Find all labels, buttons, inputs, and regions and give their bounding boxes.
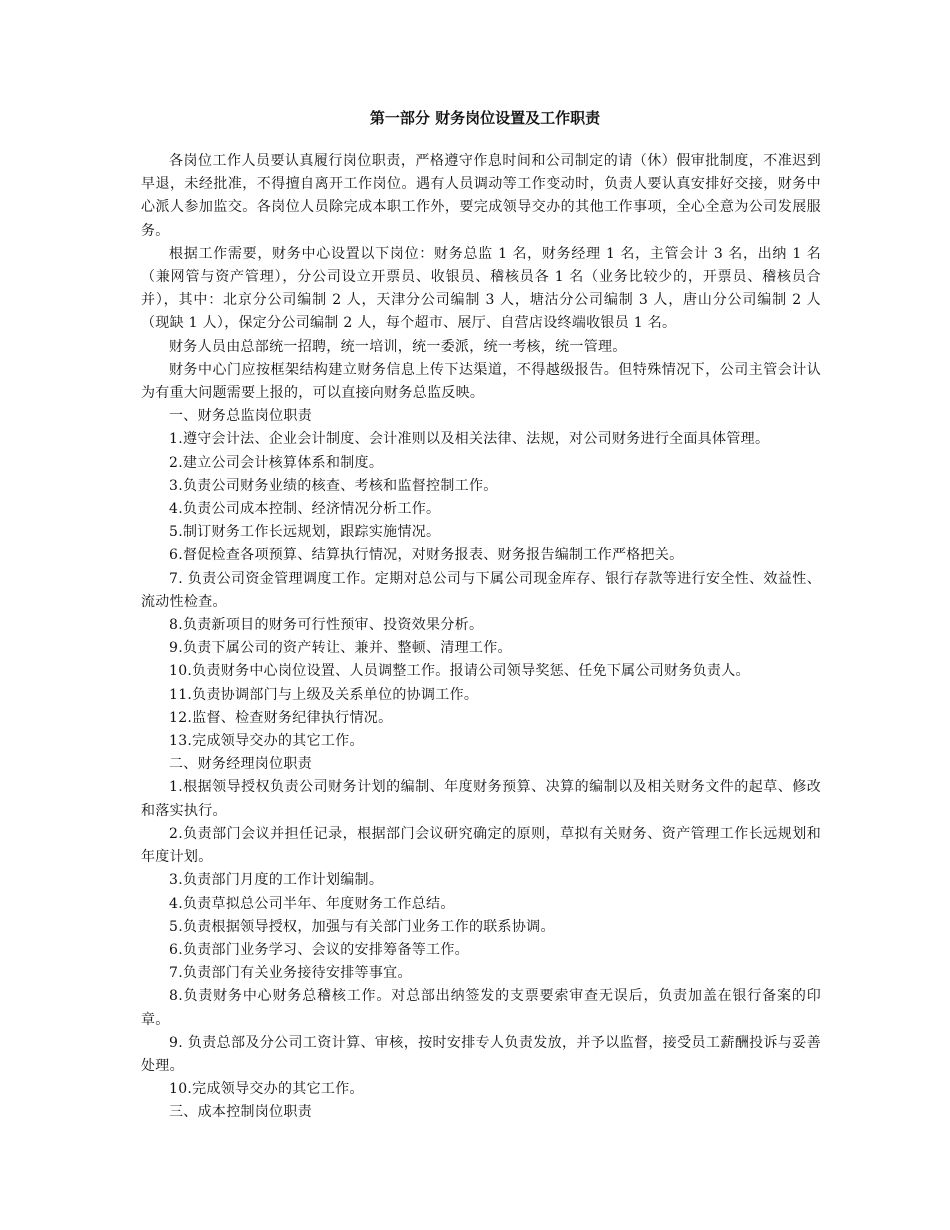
section-heading: 一、财务总监岗位职责 — [169, 408, 312, 425]
list-item: 5.制订财务工作长远规划，跟踪实施情况。 — [169, 524, 441, 541]
list-item: 6.督促检查各项预算、结算执行情况，对财务报表、财务报告编制工作严格把关。 — [169, 547, 684, 564]
document-body — [141, 150, 821, 1125]
document-page — [141, 108, 821, 1125]
list-item: 2.建立公司会计核算体系和制度。 — [169, 454, 384, 471]
list-item: 12.监督、检查财务纪律执行情况。 — [169, 709, 393, 726]
list-item: 6.负责部门业务学习、会议的安排筹备等工作。 — [169, 941, 469, 958]
list-item: 10.完成领导交办的其它工作。 — [169, 1081, 364, 1098]
list-item: 7. 负责公司资金管理调度工作。定期对总公司与下属公司现金库存、银行存款等进行安全性、效益性、流动性检查。 — [141, 570, 821, 610]
list-item: 9.负责下属公司的资产转让、兼并、整顿、清理工作。 — [169, 640, 512, 657]
document-title: 第一部分 财务岗位设置及工作职责 — [369, 109, 601, 127]
paragraph: 根据工作需要，财务中心设置以下岗位：财务总监 1 名，财务经理 1 名，主管会计 3 名，出纳 1 名（兼网管与资产管理），分公司设立开票员、收银员、稽核员各 1 名（业务比较少的，开票员、稽核员合并），其中：北京分公司编制 2 人，天津分公司编制 3 人，塘沽分公司编制 3 人，唐山分公司编制 2 人（现缺 1 人），保定分公司编制 2 人，每个超市、展厅、自营店设终端收银员 1 名。 — [141, 245, 821, 332]
list-item: 8.负责新项目的财务可行性预审、投资效果分析。 — [169, 617, 484, 634]
list-item: 5.负责根据领导授权，加强与有关部门业务工作的联系协调。 — [169, 918, 555, 935]
list-item: 1.遵守会计法、企业会计制度、会计准则以及相关法律、法规，对公司财务进行全面具体管理。 — [169, 431, 770, 448]
list-item: 8.负责财务中心财务总稽核工作。对总部出纳签发的支票要索审查无误后，负责加盖在银行备案的印章。 — [141, 988, 821, 1028]
list-item: 4.负责草拟总公司半年、年度财务工作总结。 — [169, 895, 455, 912]
list-item: 3.负责公司财务业绩的核查、考核和监督控制工作。 — [169, 477, 498, 494]
list-item: 7.负责部门有关业务接待安排等事宜。 — [169, 965, 412, 982]
section-heading: 三、成本控制岗位职责 — [169, 1104, 312, 1121]
list-item: 1.根据领导授权负责公司财务计划的编制、年度财务预算、决算的编制以及相关财务文件的起草、修改和落实执行。 — [141, 779, 821, 819]
list-item: 4.负责公司成本控制、经济情况分析工作。 — [169, 501, 441, 518]
list-item: 13.完成领导交办的其它工作。 — [169, 733, 364, 750]
list-item: 9. 负责总部及分公司工资计算、审核，按时安排专人负责发放，并予以监督，接受员工薪酬投诉与妥善处理。 — [141, 1034, 821, 1074]
list-item: 11.负责协调部门与上级及关系单位的协调工作。 — [169, 686, 479, 703]
list-item: 10.负责财务中心岗位设置、人员调整工作。报请公司领导奖惩、任免下属公司财务负责人。 — [169, 663, 750, 680]
section-heading: 二、财务经理岗位职责 — [169, 756, 312, 773]
list-item: 3.负责部门月度的工作计划编制。 — [169, 872, 384, 889]
paragraph: 各岗位工作人员要认真履行岗位职责，严格遵守作息时间和公司制定的请（休）假审批制度，不准迟到早退，未经批准，不得擅自离开工作岗位。遇有人员调动等工作变动时，负责人要认真安排好交接，财务中心派人参加监交。各岗位人员除完成本职工作外，要完成领导交办的其他工作事项，全心全意为公司发展服务。 — [141, 153, 821, 239]
paragraph: 财务人员由总部统一招聘，统一培训，统一委派，统一考核，统一管理。 — [169, 338, 627, 355]
paragraph: 财务中心门应按框架结构建立财务信息上传下达渠道，不得越级报告。但特殊情况下，公司主管会计认为有重大问题需要上报的，可以直接向财务总监反映。 — [141, 361, 821, 402]
list-item: 2.负责部门会议并担任记录，根据部门会议研究确定的原则，草拟有关财务、资产管理工作长远规划和年度计划。 — [141, 825, 821, 866]
